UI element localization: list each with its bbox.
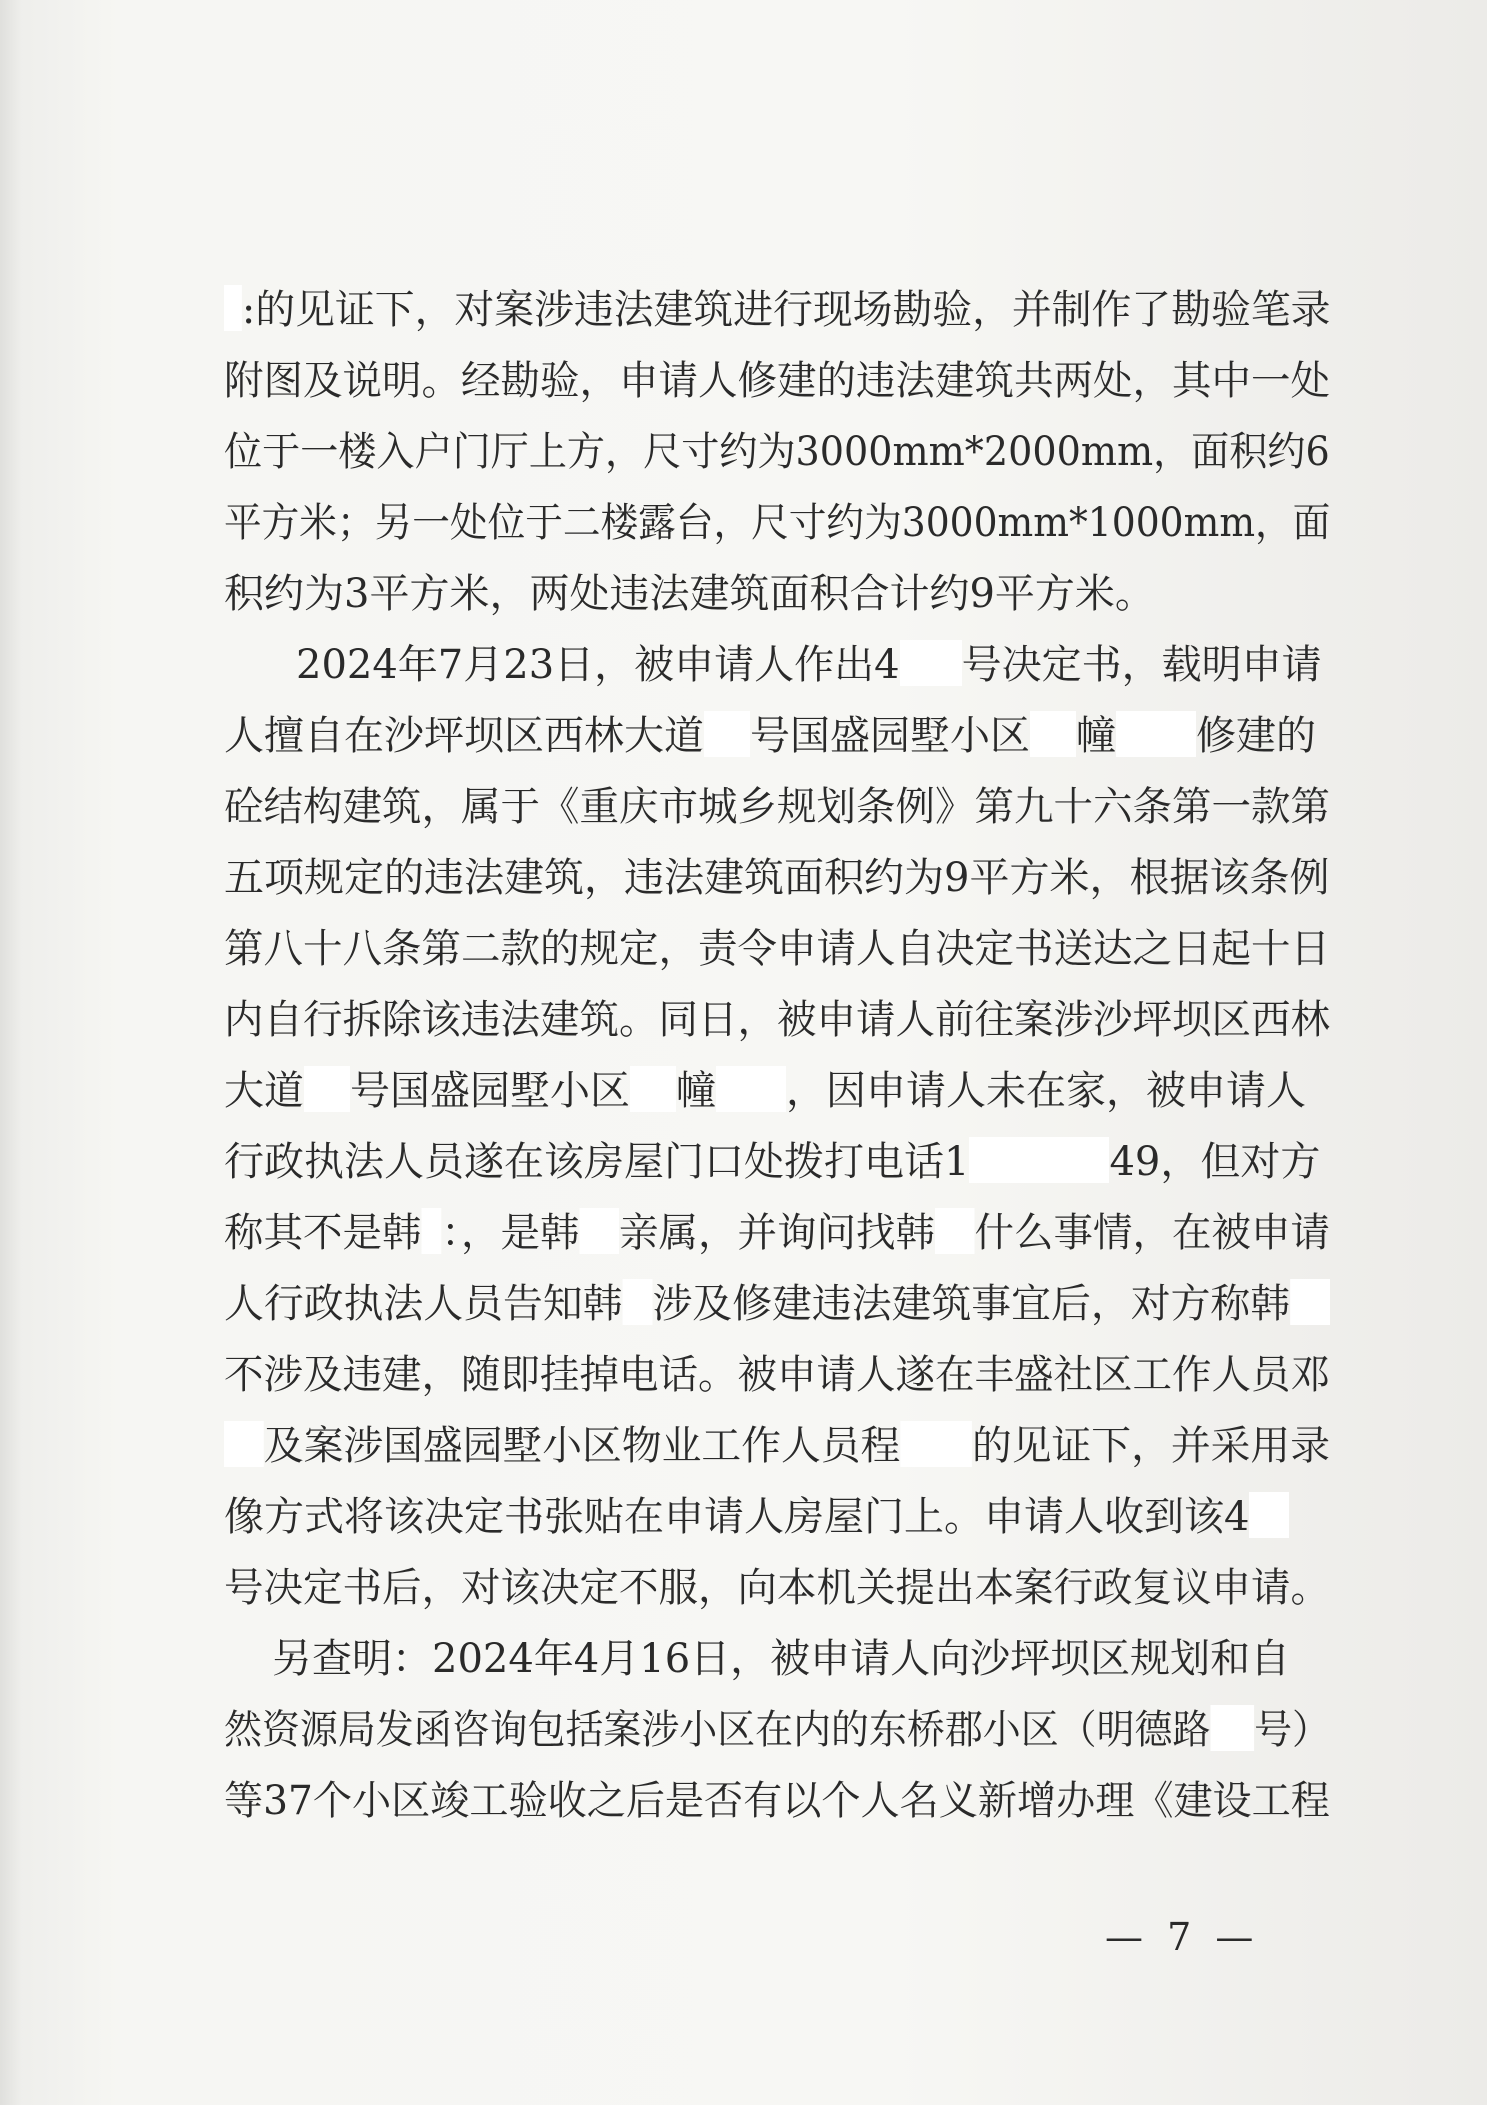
text-line — [224, 1347, 1330, 1403]
text-segment: 像方式将该决定书张贴在申请人房屋门上。申请人收到该4 — [224, 1494, 1250, 1540]
text-line — [224, 992, 1330, 1048]
text-segment: 砼结构建筑，属于《重庆市城乡规划条例》第九十六条第一款第 — [224, 784, 1330, 830]
text-segment: 的见证下，并采用录 — [971, 1423, 1330, 1469]
text-segment: 另查明：2024年4月16日，被申请人向沙坪坝区规划和自 — [272, 1636, 1291, 1682]
text-line — [224, 1134, 1320, 1190]
text-line — [224, 779, 1330, 835]
text-line — [224, 1418, 1330, 1474]
text-line — [272, 1631, 1290, 1687]
redaction-block — [900, 1421, 972, 1467]
text-segment: ：，是韩 — [441, 1210, 580, 1256]
text-segment: 及案涉国盛园墅小区物业工作人员程 — [263, 1423, 901, 1469]
redaction-block — [1116, 711, 1196, 757]
text-segment: 什么事情，在被申请 — [974, 1210, 1330, 1256]
redaction-block — [704, 711, 750, 757]
text-segment: 内自行拆除该违法建筑。同日，被申请人前往案涉沙坪坝区西林 — [224, 997, 1330, 1043]
text-segment: :的见证下，对案涉违法建筑进行现场勘验，并制作了勘验笔录 — [241, 287, 1331, 333]
text-line — [224, 1560, 1330, 1616]
scan-edge-shadow — [0, 0, 22, 2105]
text-segment: 人行政执法人员告知韩 — [224, 1281, 623, 1327]
text-segment: ，因申请人未在家，被申请人 — [786, 1068, 1306, 1114]
redaction-block — [900, 640, 962, 686]
text-segment: 号） — [1254, 1707, 1330, 1753]
text-segment: 涉及修建违法建筑事宜后，对方称韩 — [652, 1281, 1291, 1327]
text-line — [224, 1063, 1306, 1119]
page-number: — 7 — — [1105, 1915, 1260, 1959]
redaction-block — [969, 1137, 1109, 1183]
text-line — [224, 1205, 1330, 1261]
text-segment: 积约为3平方米，两处违法建筑面积合计约9平方米。 — [224, 571, 1155, 617]
redaction-block — [716, 1066, 786, 1112]
text-segment: 49，但对方 — [1109, 1139, 1321, 1185]
redaction-block — [224, 285, 242, 331]
text-segment: 号决定书后，对该决定不服，向本机关提出本案行政复议申请。 — [224, 1565, 1330, 1611]
redaction-block — [1290, 1279, 1330, 1325]
text-segment: 位于一楼入户门厅上方，尺寸约为3000mm*2000mm，面积约6 — [224, 429, 1330, 475]
text-line — [224, 353, 1330, 409]
redaction-block — [623, 1279, 653, 1325]
text-line — [296, 637, 1322, 693]
redaction-block — [580, 1208, 620, 1254]
text-segment: 附图及说明。经勘验，申请人修建的违法建筑共两处，其中一处 — [224, 358, 1330, 404]
text-segment: 不涉及违建，随即挂掉电话。被申请人遂在丰盛社区工作人员邓 — [224, 1352, 1330, 1398]
text-segment: 修建的 — [1196, 713, 1316, 759]
text-segment: 亲属，并询问找韩 — [619, 1210, 935, 1256]
text-segment: 称其不是韩 — [224, 1210, 422, 1256]
text-segment: 号国盛园墅小区 — [350, 1068, 630, 1114]
redaction-block — [935, 1208, 975, 1254]
text-segment: 行政执法人员遂在该房屋门口处拨打电话1 — [224, 1139, 970, 1185]
text-segment: 大道 — [224, 1068, 304, 1114]
text-segment: 人擅自在沙坪坝区西林大道 — [224, 713, 704, 759]
text-segment: 等37个小区竣工验收之后是否有以个人名义新增办理《建设工程 — [224, 1778, 1330, 1824]
text-segment: 幢 — [676, 1068, 716, 1114]
text-segment: 五项规定的违法建筑，违法建筑面积约为9平方米，根据该条例 — [224, 855, 1330, 901]
redaction-block — [1030, 711, 1076, 757]
redaction-block — [304, 1066, 350, 1112]
text-segment: 2024年7月23日，被申请人作出4 — [296, 642, 900, 688]
text-line — [224, 921, 1330, 977]
text-segment: 然资源局发函咨询包括案涉小区在内的东桥郡小区（明德路 — [224, 1707, 1211, 1753]
text-line — [224, 424, 1330, 480]
redaction-block — [630, 1066, 676, 1112]
text-line — [224, 566, 1155, 622]
text-segment: 第八十八条第二款的规定，责令申请人自决定书送达之日起十日 — [224, 926, 1330, 972]
text-line — [224, 708, 1316, 764]
text-line — [224, 1702, 1330, 1758]
text-segment: 幢 — [1076, 713, 1116, 759]
text-line — [224, 282, 1331, 338]
text-line — [224, 1276, 1330, 1332]
redaction-block — [1249, 1492, 1289, 1538]
text-segment: 平方米；另一处位于二楼露台，尺寸约为3000mm*1000mm，面 — [224, 500, 1331, 546]
text-line — [224, 1489, 1289, 1545]
redaction-block — [224, 1421, 264, 1467]
text-segment: 号决定书，载明申请 — [961, 642, 1322, 688]
text-line — [224, 850, 1329, 906]
text-segment: 号国盛园墅小区 — [750, 713, 1030, 759]
redaction-block — [422, 1208, 442, 1254]
redaction-block — [1210, 1705, 1254, 1751]
text-line — [224, 495, 1330, 551]
text-line — [224, 1773, 1330, 1829]
